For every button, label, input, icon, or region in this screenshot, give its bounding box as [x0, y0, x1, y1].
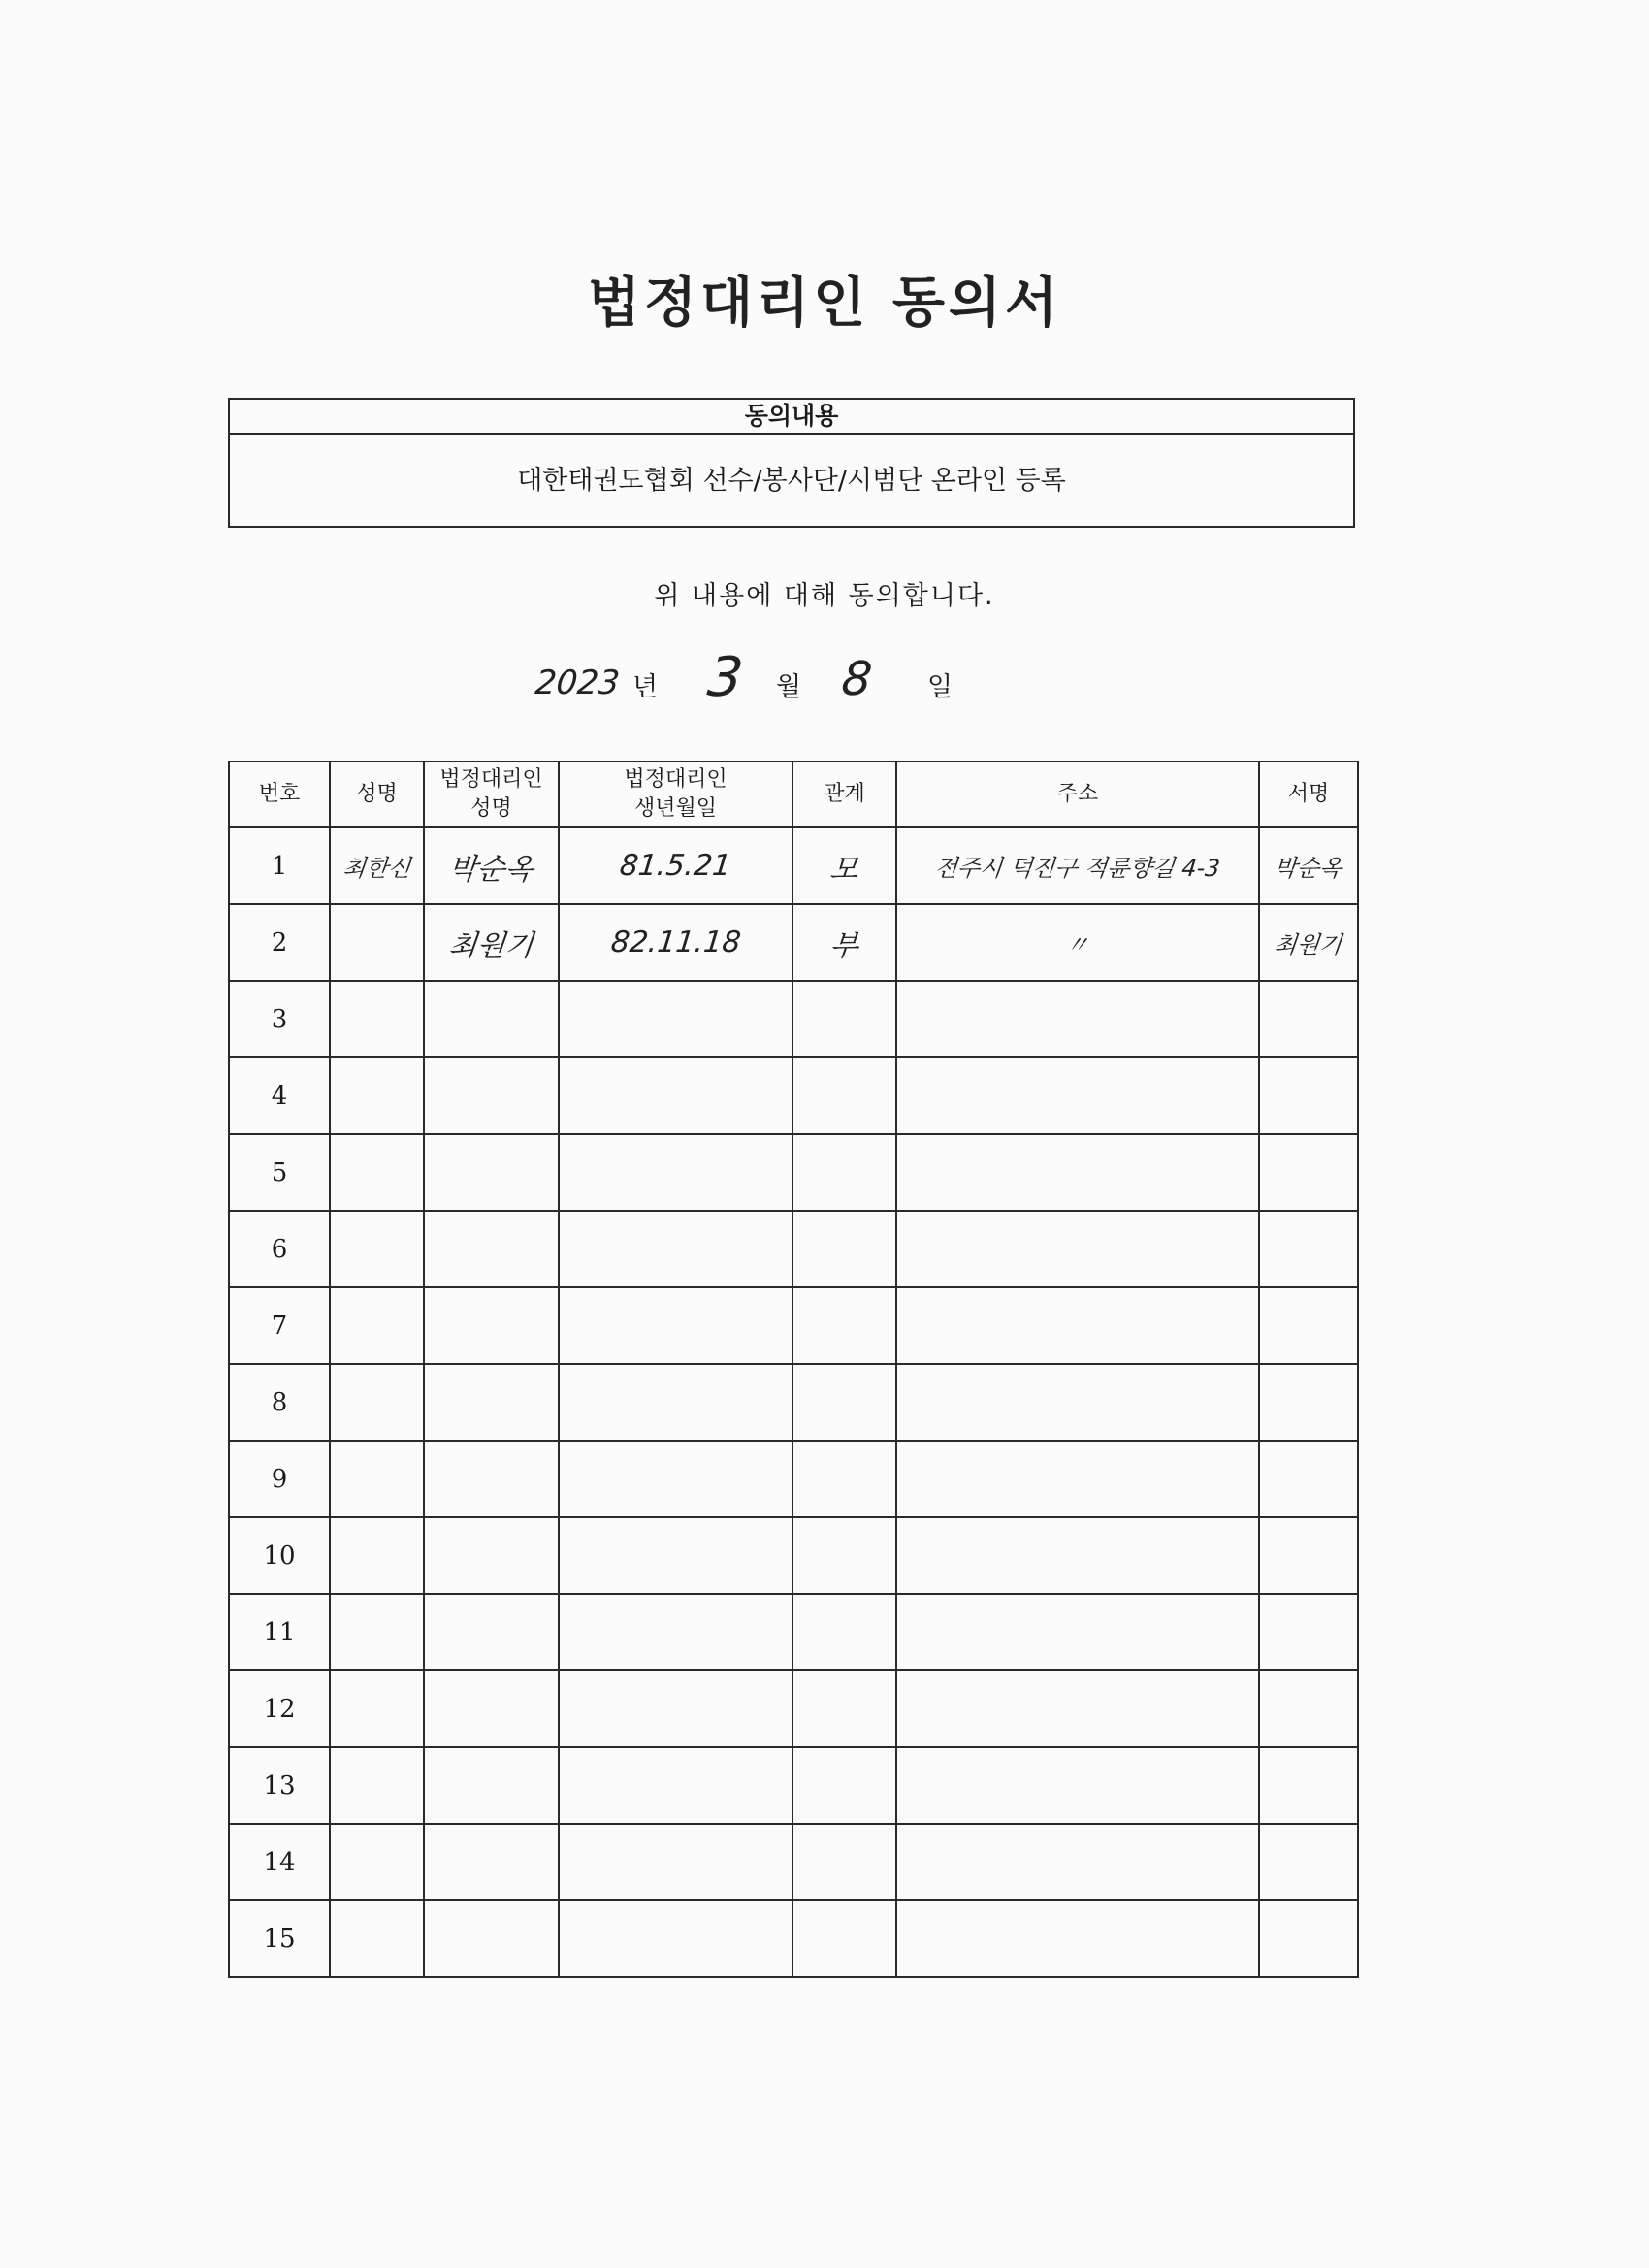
row-number: 7 [229, 1287, 330, 1364]
row-signature [1259, 827, 1358, 904]
row-guardian-birth [559, 1517, 792, 1594]
row-number: 8 [229, 1364, 330, 1441]
row-signature-value: 최원기 [1273, 931, 1343, 958]
row-address [896, 1900, 1259, 1977]
row-guardian-name-value: 박순옥 [446, 852, 535, 887]
row-address [896, 1364, 1259, 1441]
row-guardian-name [424, 1364, 559, 1441]
date-month-unit: 월 [776, 672, 802, 702]
row-signature [1259, 1824, 1358, 1900]
row-number: 11 [229, 1594, 330, 1670]
row-name [330, 1670, 424, 1747]
table-row [229, 1364, 1358, 1441]
row-address [896, 904, 1259, 981]
date-year-unit: 년 [632, 672, 659, 702]
page-title: 법정대리인 동의서 [587, 272, 1062, 335]
row-guardian-birth [559, 1287, 792, 1364]
row-number: 9 [229, 1441, 330, 1517]
row-number: 12 [229, 1670, 330, 1747]
row-address [896, 1441, 1259, 1517]
row-guardian-birth [559, 1364, 792, 1441]
row-relation [792, 1364, 896, 1441]
table-row [229, 1441, 1358, 1517]
row-number: 2 [229, 904, 330, 981]
registration-table [228, 761, 1359, 1978]
row-signature [1259, 1364, 1358, 1441]
header-guardian-birth-line2: 생년월일 [633, 796, 717, 821]
row-signature [1259, 1134, 1358, 1211]
row-guardian-name [424, 1900, 559, 1977]
row-address [896, 1134, 1259, 1211]
row-address-value: 전주시 덕진구 적륜향길 4-3 [933, 855, 1222, 882]
row-guardian-birth [559, 904, 792, 981]
row-name [330, 827, 424, 904]
row-name [330, 1900, 424, 1977]
row-guardian-birth [559, 1747, 792, 1824]
row-guardian-name [424, 1517, 559, 1594]
row-address [896, 1517, 1259, 1594]
header-signature: 서명 [1259, 761, 1358, 827]
table-row [229, 1287, 1358, 1364]
row-guardian-birth [559, 981, 792, 1057]
table-row [229, 1594, 1358, 1670]
header-guardian-birth [559, 761, 792, 827]
row-guardian-name [424, 1134, 559, 1211]
row-name [330, 981, 424, 1057]
row-address-value: 〃 [1064, 931, 1091, 958]
row-name [330, 1517, 424, 1594]
row-relation [792, 1517, 896, 1594]
row-number: 6 [229, 1211, 330, 1287]
row-guardian-name [424, 981, 559, 1057]
row-address [896, 1824, 1259, 1900]
header-guardian-name-line1: 법정대리인 [439, 767, 543, 792]
row-relation [792, 1441, 896, 1517]
header-guardian-name [424, 761, 559, 827]
row-signature [1259, 1057, 1358, 1134]
row-address [896, 827, 1259, 904]
row-relation-value: 모 [827, 852, 860, 887]
date-day-unit: 일 [927, 672, 954, 702]
row-signature [1259, 1211, 1358, 1287]
row-guardian-name [424, 1211, 559, 1287]
row-name [330, 1364, 424, 1441]
table-row [229, 1670, 1358, 1747]
row-guardian-birth [559, 1211, 792, 1287]
row-guardian-name-value: 최원기 [446, 928, 535, 963]
row-relation [792, 981, 896, 1057]
table-row [229, 827, 1358, 904]
row-guardian-name [424, 1441, 559, 1517]
row-guardian-birth [559, 1441, 792, 1517]
row-guardian-birth-value: 82.11.18 [608, 925, 743, 959]
table-row [229, 1747, 1358, 1824]
row-number: 14 [229, 1824, 330, 1900]
table-row [229, 1134, 1358, 1211]
row-relation [792, 1594, 896, 1670]
date-line [0, 646, 1649, 710]
row-relation [792, 1900, 896, 1977]
row-address [896, 1747, 1259, 1824]
row-relation-value: 부 [827, 928, 860, 963]
row-number: 13 [229, 1747, 330, 1824]
row-guardian-birth [559, 827, 792, 904]
row-name [330, 1747, 424, 1824]
row-address [896, 1594, 1259, 1670]
row-guardian-birth [559, 1824, 792, 1900]
row-signature [1259, 1594, 1358, 1670]
row-name [330, 904, 424, 981]
row-relation [792, 1057, 896, 1134]
date-month: 3 [704, 646, 747, 709]
header-relation: 관계 [792, 761, 896, 827]
table-row [229, 981, 1358, 1057]
row-relation [792, 1211, 896, 1287]
row-name [330, 1057, 424, 1134]
row-guardian-birth [559, 1900, 792, 1977]
row-signature [1259, 1670, 1358, 1747]
row-name-value: 최한신 [340, 855, 412, 882]
row-number: 10 [229, 1517, 330, 1594]
row-number: 15 [229, 1900, 330, 1977]
table-body [229, 827, 1358, 1977]
row-name [330, 1287, 424, 1364]
date-year: 2023 [533, 664, 622, 702]
date-day: 8 [839, 652, 875, 706]
row-relation [792, 1747, 896, 1824]
row-signature [1259, 1441, 1358, 1517]
row-relation [792, 1134, 896, 1211]
row-relation [792, 827, 896, 904]
consent-content: 대한태권도협회 선수/봉사단/시범단 온라인 등록 [517, 466, 1066, 496]
row-signature [1259, 1900, 1358, 1977]
row-relation [792, 904, 896, 981]
row-number: 1 [229, 827, 330, 904]
row-name [330, 1594, 424, 1670]
row-guardian-birth [559, 1670, 792, 1747]
row-signature [1259, 1747, 1358, 1824]
row-guardian-birth-value: 81.5.21 [618, 849, 733, 883]
consent-box [228, 398, 1355, 528]
table-row [229, 904, 1358, 981]
row-signature-value: 박순옥 [1273, 855, 1343, 882]
header-guardian-name-line2: 성명 [470, 796, 512, 821]
row-address [896, 1211, 1259, 1287]
row-relation [792, 1287, 896, 1364]
row-signature [1259, 1287, 1358, 1364]
row-relation [792, 1670, 896, 1747]
row-number: 3 [229, 981, 330, 1057]
table-row [229, 1211, 1358, 1287]
header-name: 성명 [330, 761, 424, 827]
row-address [896, 1287, 1259, 1364]
table-row [229, 1824, 1358, 1900]
header-guardian-birth-line1: 법정대리인 [624, 767, 728, 792]
row-number: 4 [229, 1057, 330, 1134]
row-guardian-name [424, 827, 559, 904]
row-guardian-birth [559, 1594, 792, 1670]
table-row [229, 1057, 1358, 1134]
row-guardian-name [424, 1594, 559, 1670]
row-guardian-name [424, 1670, 559, 1747]
table-row [229, 1900, 1358, 1977]
consent-header: 동의내용 [230, 400, 1353, 435]
row-address [896, 1670, 1259, 1747]
row-name [330, 1441, 424, 1517]
row-number: 5 [229, 1134, 330, 1211]
row-address [896, 981, 1259, 1057]
row-guardian-birth [559, 1057, 792, 1134]
row-guardian-name [424, 1747, 559, 1824]
row-guardian-name [424, 1057, 559, 1134]
row-relation [792, 1824, 896, 1900]
row-signature [1259, 904, 1358, 981]
table-row [229, 1517, 1358, 1594]
row-guardian-name [424, 904, 559, 981]
header-no: 번호 [229, 761, 330, 827]
header-address: 주소 [896, 761, 1259, 827]
row-signature [1259, 981, 1358, 1057]
row-signature [1259, 1517, 1358, 1594]
row-guardian-name [424, 1824, 559, 1900]
row-name [330, 1211, 424, 1287]
agreement-statement: 위 내용에 대해 동의합니다. [654, 581, 995, 611]
table-header-row [229, 761, 1358, 827]
row-name [330, 1134, 424, 1211]
row-guardian-birth [559, 1134, 792, 1211]
row-address [896, 1057, 1259, 1134]
row-name [330, 1824, 424, 1900]
row-guardian-name [424, 1287, 559, 1364]
